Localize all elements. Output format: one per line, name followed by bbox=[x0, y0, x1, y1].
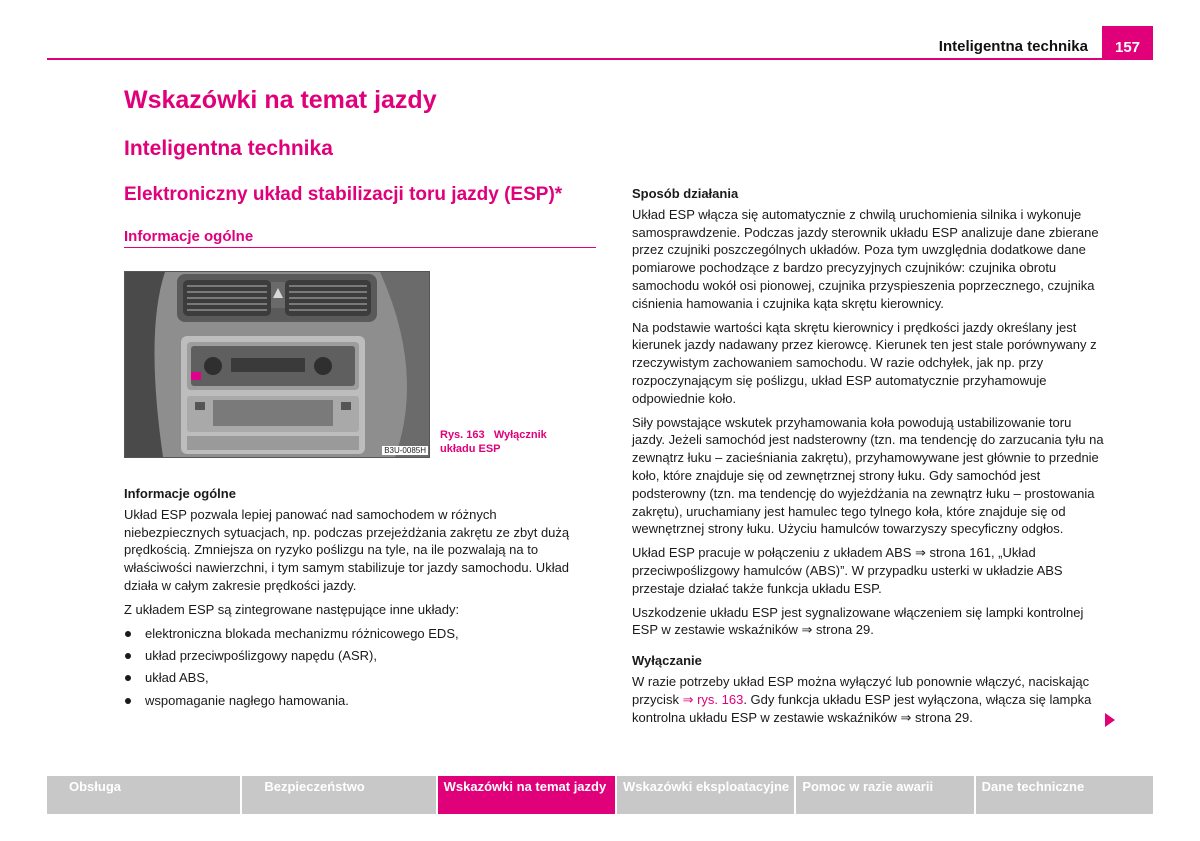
tab-pomoc-awarii[interactable]: Pomoc w razie awarii bbox=[796, 776, 973, 814]
left-paragraph-2: Z układem ESP są zintegrowane następujące inne układy: bbox=[124, 601, 460, 617]
chapter-title: Wskazówki na temat jazdy bbox=[124, 86, 437, 114]
list-item: elektroniczna blokada mechanizmu różnicowego EDS, bbox=[124, 625, 596, 643]
left-subheading: Informacje ogólne bbox=[124, 486, 236, 501]
header-rule bbox=[47, 58, 1153, 60]
caption-line-1: Rys. 163 Wyłącznik bbox=[440, 429, 547, 441]
right-paragraph-1: Układ ESP włącza się automatycznie z chwilą uruchomienia silnika i wykonuje samosprawdzenie. Podczas jazdy sterownik układu ESP analizuje dane zbierane przez czujniki poszczególnych układów. Poza tym uwzględnia dodatkowe dane pomiarowe pochodzące z bardzo precyzyjnych czujników: czujnika obrotu samochodu wokół osi pionowej, czujnika przyspieszenia poprzecznego, czujnika ciśnienia hamowania i czujnika kąta skrętu kierownicy. bbox=[632, 206, 1099, 311]
running-header-title: Inteligentna technika bbox=[938, 38, 1088, 55]
tab-wskazowki-eksploatacyjne[interactable]: Wskazówki eksploatacyjne bbox=[617, 776, 794, 814]
console-illustration bbox=[125, 272, 429, 457]
center-console-photo bbox=[124, 271, 430, 458]
next-page-arrow-icon[interactable] bbox=[1105, 713, 1115, 727]
bullet-icon bbox=[125, 653, 131, 659]
tab-wskazowki-jazdy[interactable]: Wskazówki na temat jazdy bbox=[438, 776, 615, 814]
right-column bbox=[632, 185, 1104, 732]
list-item: wspomaganie nagłego hamowania. bbox=[124, 692, 596, 710]
list-item: układ ABS, bbox=[124, 669, 596, 687]
bullet-icon bbox=[125, 698, 131, 704]
list-item: układ przeciwpoślizgowy napędu (ASR), bbox=[124, 647, 596, 665]
disabling-subheading: Wyłączanie bbox=[632, 653, 702, 669]
section-title: Inteligentna technika bbox=[124, 137, 333, 160]
page-number: 157 bbox=[1102, 26, 1153, 60]
left-paragraph-1: Układ ESP pozwala lepiej panować nad samochodem w różnych niebezpiecznych sytuacjach, np. podczas przejeżdżania zakrętu ze zbyt dużą prędkością. Zmniejsza on ryzyko poślizgu na tyle, na ile pozwalają na to właściwości nawierzchni, i tym samym stabilizuje tor jazdy samochodu. Układ działa w całym zakresie prędkości jazdy. bbox=[124, 506, 570, 593]
right-paragraph-6: W razie potrzeby układ ESP można wyłączyć lub ponownie włączyć, naciskając przycisk ⇒ rys. 163. Gdy funkcja układu ESP jest wyłączona, włącza się lampka kontrolna układu ESP w zestawie wskaźników ⇒ strona 29. bbox=[632, 673, 1092, 725]
operation-subheading: Sposób działania bbox=[632, 186, 739, 201]
tab-bezpieczenstwo[interactable]: Bezpieczeństwo bbox=[242, 776, 435, 814]
bullet-icon bbox=[125, 631, 131, 637]
right-paragraph-5: Uszkodzenie układu ESP jest sygnalizowane włączeniem się lampki kontrolnej ESP w zestawie wskaźników ⇒ strona 29. bbox=[632, 604, 1084, 638]
tab-obsluga[interactable]: Obsługa bbox=[47, 776, 240, 814]
right-paragraph-4: Układ ESP pracuje w połączeniu z układem ABS ⇒ strona 161, „Układ przeciwpoślizgowy hamulców (ABS)”. W przypadku usterki w układzie ABS przestaje działać także funkcja układu ESP. bbox=[632, 545, 1063, 596]
caption-line-2: układu ESP bbox=[440, 443, 501, 455]
integrated-systems-list bbox=[124, 625, 596, 710]
figure-caption bbox=[440, 428, 580, 456]
figure-code: B3U-0085H bbox=[384, 446, 426, 455]
left-column bbox=[124, 485, 596, 714]
topic-title: Informacje ogólne bbox=[124, 228, 254, 245]
topic-rule bbox=[124, 247, 596, 248]
bullet-icon bbox=[125, 675, 131, 681]
right-paragraph-3: Siły powstające wskutek przyhamowania koła powodują ustabilizowanie toru jazdy. Jeżeli samochód jest nadsterowny (tzn. ma tendencję do zarzucania tyłu na zewnątrz łuku – zacieśniania zakrętu), przyhamowywane jest głównie to przednie koło, które znajduje się od zewnętrznej strony łuku. Gdy samochód jest podsterowny (tzn. ma tendencję do wyjeżdżania na zewnątrz łuku – prostowania zakrętu), uruchamiany jest hamulec tego tylnego koła, które znajduje się od wewnętrznej strony łuku. Użyciu hamulców towarzyszy specyficzny odgłos. bbox=[632, 414, 1104, 537]
subsection-title: Elektroniczny układ stabilizacji toru jazdy (ESP)* bbox=[124, 184, 563, 205]
chapter-navigation bbox=[47, 776, 1153, 814]
figure-reference-link[interactable]: ⇒ rys. 163 bbox=[682, 691, 744, 707]
right-paragraph-2: Na podstawie wartości kąta skrętu kierownicy i prędkości jazdy określany jest kierunek jazdy nadawany przez kierowcę. Kierunek ten jest stale porównywany z rzeczywistym zachowaniem samochodu. W razie odchyłek, jak np. przy rozpoczynającym się poślizgu, układ ESP automatycznie przyhamowuje odpowiednie koło. bbox=[632, 319, 1097, 406]
tab-dane-techniczne[interactable]: Dane techniczne bbox=[976, 776, 1153, 814]
